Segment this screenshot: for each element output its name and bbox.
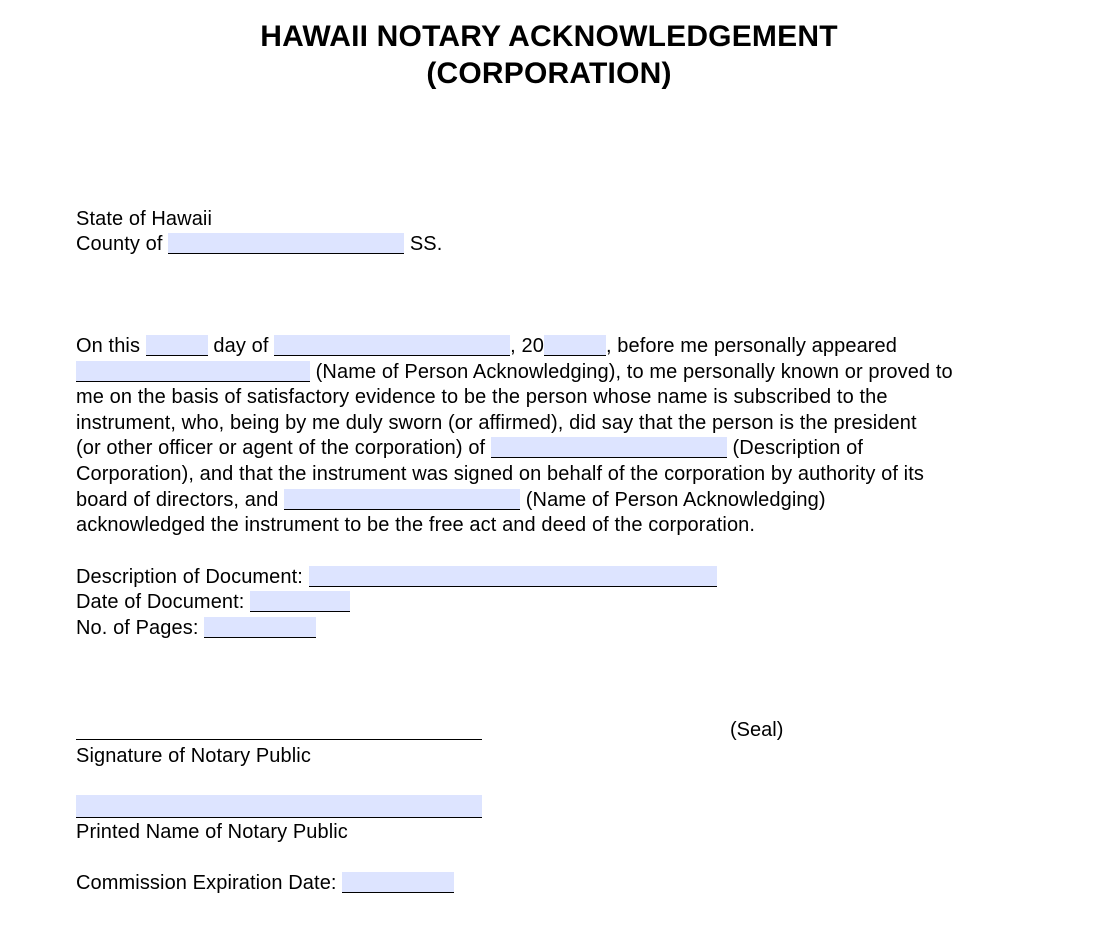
body-line-5: [76, 436, 863, 461]
form-title: HAWAII NOTARY ACKNOWLEDGEMENT: [260, 20, 838, 53]
doc-description-field[interactable]: [309, 566, 717, 587]
board-text: board of directors, and: [76, 489, 279, 511]
seal-label: (Seal): [730, 719, 784, 741]
person-name-field-2[interactable]: [284, 489, 520, 510]
doc-description-label: Description of Document:: [76, 566, 303, 588]
body-line-2: [76, 360, 953, 385]
county-line: [76, 232, 442, 257]
body-line-8: acknowledged the instrument to be the free act and deed of the corporation.: [76, 514, 756, 536]
name-ack-text-1: (Name of Person Acknowledging), to me personally known or proved to: [315, 361, 953, 383]
commission-label: Commission Expiration Date:: [76, 872, 337, 894]
commission-date-field[interactable]: [342, 872, 454, 893]
doc-pages-field[interactable]: [204, 617, 316, 638]
name-ack-text-2: (Name of Person Acknowledging): [525, 489, 826, 511]
county-label: County of: [76, 233, 163, 255]
year-prefix-text: , 20: [510, 335, 544, 357]
person-name-field-1[interactable]: [76, 361, 310, 382]
doc-date-field[interactable]: [250, 591, 350, 612]
body-line-3: me on the basis of satisfactory evidence to be the person whose name is subscribed to the: [76, 386, 888, 408]
body-line-1: [76, 334, 897, 359]
doc-date-line: [76, 590, 350, 615]
printed-name-label: Printed Name of Notary Public: [76, 821, 348, 843]
form-subtitle: (CORPORATION): [426, 57, 672, 90]
ss-label: SS.: [409, 233, 443, 255]
commission-line: [76, 871, 454, 896]
doc-date-label: Date of Document:: [76, 591, 245, 613]
before-me-text: , before me personally appeared: [605, 335, 897, 357]
body-line-7: [76, 488, 826, 513]
on-this-text: On this: [76, 335, 141, 357]
day-of-text: day of: [213, 335, 269, 357]
doc-pages-line: [76, 616, 316, 641]
body-line-4: instrument, who, being by me duly sworn (or affirmed), did say that the person is the president: [76, 412, 917, 434]
corp-of-text: (or other officer or agent of the corporation) of: [76, 437, 486, 459]
day-field[interactable]: [146, 335, 208, 356]
state-line: State of Hawaii: [76, 208, 213, 230]
doc-pages-label: No. of Pages:: [76, 617, 199, 639]
signature-line[interactable]: [76, 739, 482, 740]
signature-label: Signature of Notary Public: [76, 745, 311, 767]
doc-description-line: [76, 565, 717, 590]
county-field[interactable]: [168, 233, 404, 254]
body-line-6: Corporation), and that the instrument was signed on behalf of the corporation by authority of its: [76, 463, 924, 485]
printed-name-field[interactable]: [76, 795, 482, 818]
description-of-text: (Description of: [732, 437, 863, 459]
year-field[interactable]: [544, 335, 606, 356]
corporation-field[interactable]: [491, 437, 727, 458]
month-field[interactable]: [274, 335, 510, 356]
